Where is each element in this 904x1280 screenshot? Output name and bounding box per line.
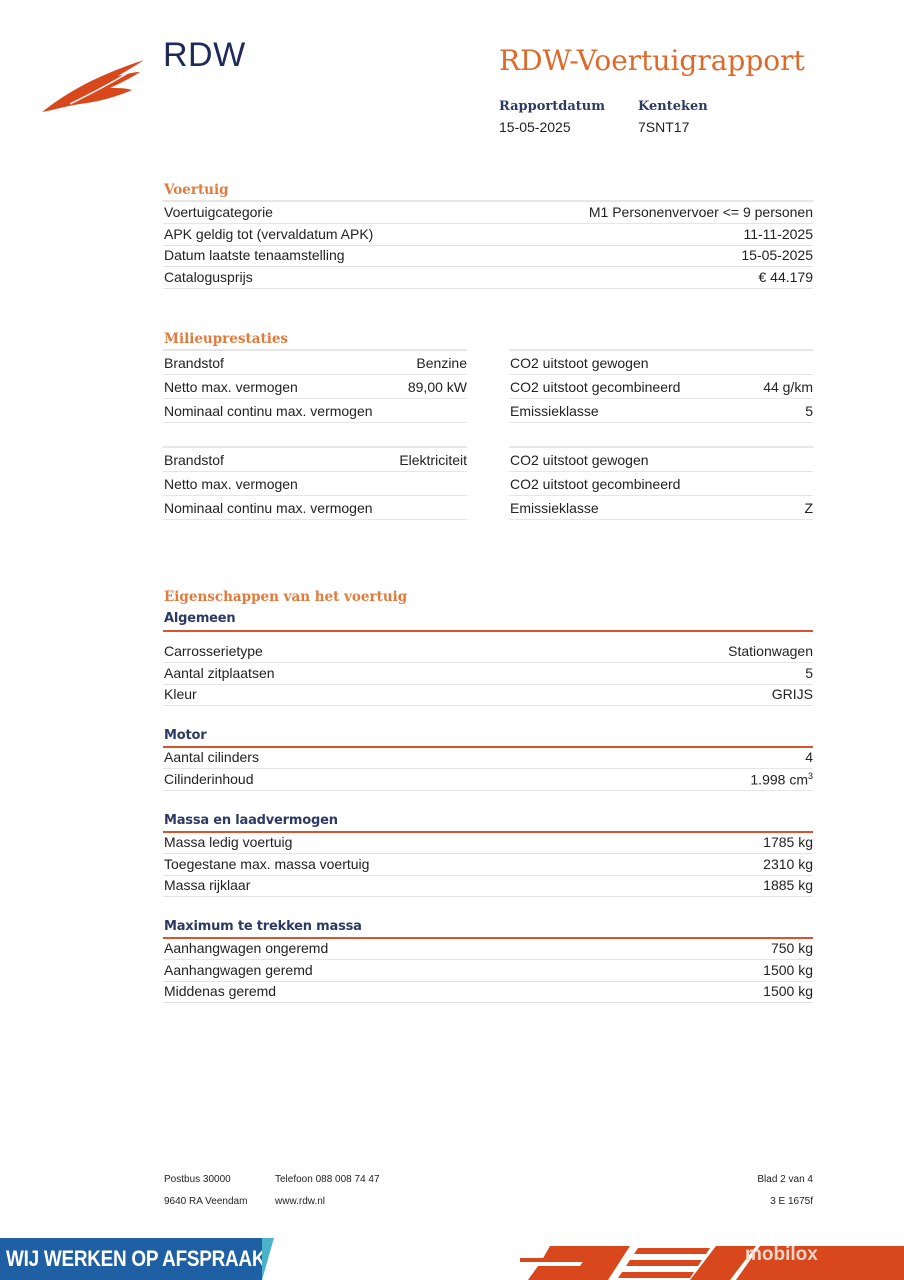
table-row: Nominaal continu max. vermogen Emissieklasse Z — [163, 497, 813, 520]
report-date: 15-05-2025 — [499, 119, 571, 135]
footer-page-number: Blad 2 van 4 — [757, 1174, 813, 1185]
engine-subtitle: Motor — [164, 728, 207, 743]
divider — [509, 446, 813, 448]
watermark-text: mobilox — [745, 1244, 818, 1265]
plate-label: Kenteken — [638, 99, 708, 114]
table-row: Aantal zitplaatsen 5 — [163, 663, 813, 685]
table-row: Massa rijklaar 1885 kg — [163, 875, 813, 897]
table-row: Carrosserietype Stationwagen — [163, 641, 813, 663]
appointment-banner — [0, 1238, 266, 1280]
report-title: RDW-Voertuigrapport — [499, 44, 805, 77]
footer-website[interactable]: www.rdw.nl — [275, 1196, 326, 1207]
footer-phone: Telefoon 088 008 74 47 — [275, 1174, 380, 1185]
general-subtitle: Algemeen — [164, 611, 236, 626]
plate-value: 7SNT17 — [638, 119, 690, 135]
table-row: Aanhangwagen geremd 1500 kg — [163, 960, 813, 982]
table-row: Toegestane max. massa voertuig 2310 kg — [163, 854, 813, 876]
environment-section-title: Milieuprestaties — [164, 331, 289, 347]
table-row: APK geldig tot (vervaldatum APK) 11-11-2025 — [163, 224, 813, 246]
properties-section-title: Eigenschappen van het voertuig — [164, 589, 408, 605]
footer-doc-code: 3 E 1675f — [770, 1196, 813, 1207]
table-row: Catalogusprijs € 44.179 — [163, 267, 813, 289]
logo-text: RDW — [163, 36, 246, 74]
footer-address-line1: Postbus 30000 — [164, 1174, 231, 1185]
divider — [163, 630, 813, 632]
table-row: Kleur GRIJS — [163, 684, 813, 706]
banner-text: WIJ WERKEN OP AFSPRAAK — [6, 1246, 266, 1271]
divider — [163, 349, 467, 351]
divider — [163, 446, 467, 448]
table-row: Aantal cilinders 4 — [163, 747, 813, 769]
report-date-label: Rapportdatum — [499, 99, 605, 114]
banner-accent — [262, 1238, 274, 1280]
vehicle-section-title: Voertuig — [164, 182, 229, 198]
dealer-stripes-logo-icon — [520, 1244, 904, 1280]
footer-address-line2: 9640 RA Veendam — [164, 1196, 248, 1207]
table-row: Netto max. vermogen 89,00 kW CO2 uitstoot gecombineerd 44 g/km — [163, 376, 813, 399]
table-row: Massa ledig voertuig 1785 kg — [163, 832, 813, 854]
table-row: Aanhangwagen ongeremd 750 kg — [163, 938, 813, 960]
table-row: Voertuigcategorie M1 Personenvervoer <= 9 personen — [163, 202, 813, 224]
table-row: Cilinderinhoud 1.998 $cm^3$ — [163, 769, 813, 791]
table-row: Brandstof Elektriciteit CO2 uitstoot gewogen — [163, 449, 813, 472]
table-row: Brandstof Benzine CO2 uitstoot gewogen — [163, 352, 813, 375]
table-row: Middenas geremd 1500 kg — [163, 981, 813, 1003]
rdw-logo-icon — [40, 58, 148, 114]
table-row: Netto max. vermogen CO2 uitstoot gecombineerd — [163, 473, 813, 496]
table-row: Nominaal continu max. vermogen Emissieklasse 5 — [163, 400, 813, 423]
table-row: Datum laatste tenaamstelling 15-05-2025 — [163, 245, 813, 267]
divider — [509, 349, 813, 351]
towing-subtitle: Maximum te trekken massa — [164, 919, 362, 934]
mass-subtitle: Massa en laadvermogen — [164, 813, 338, 828]
